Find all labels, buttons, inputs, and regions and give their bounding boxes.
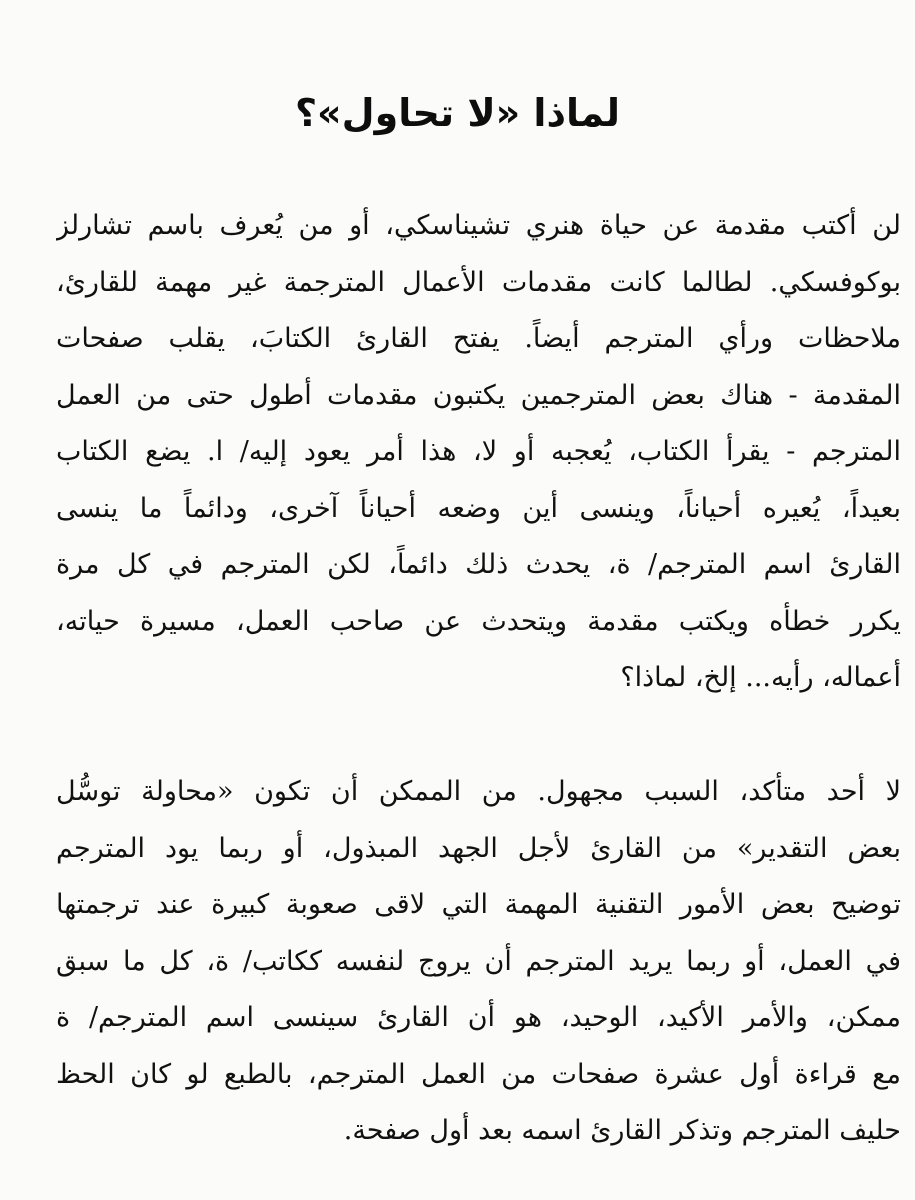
text-line: المقدمة - هناك بعض المترجمين يكتبون مقدمات أطول حتى من العمل (56, 379, 901, 411)
text-line: لن أكتب مقدمة عن حياة هنري تشيناسكي، أو من يُعرف باسم تشارلز (56, 210, 901, 241)
text-line: ممكن، والأمر الأكيد، الوحيد، هو أن القارئ سينسى اسم المترجم/ ة (56, 1002, 901, 1033)
text-line: بعض التقدير» من القارئ لأجل الجهد المبذول، أو ربما يود المترجم (56, 832, 901, 864)
text-line: ملاحظات ورأي المترجم أيضاً. يفتح القارئ الكتابَ، يقلب صفحات (56, 323, 901, 354)
text-line: بوكوفسكي. لطالما كانت مقدمات الأعمال المترجمة غير مهمة للقارئ، (56, 266, 901, 298)
text-line: أعماله، رأيه... إلخ، لماذا؟ (620, 662, 901, 693)
text-line: مع قراءة أول عشرة صفحات من العمل المترجم، بالطبع لو كان الحظ (56, 1058, 901, 1090)
chapter-title: لماذا «لا تحاول»؟ (295, 91, 620, 135)
text-line: بعيداً، يُعيره أحياناً، وينسى أين وضعه أحياناً آخرى، ودائماً ما ينسى (56, 492, 901, 524)
text-line: لا أحد متأكد، السبب مجهول. من الممكن أن تكون «محاولة توسُّل (56, 776, 901, 807)
text-line: في العمل، أو ربما يريد المترجم أن يروج لنفسه ككاتب/ ة، كل ما سبق (56, 945, 901, 977)
text-line: يكرر خطأه ويكتب مقدمة ويتحدث عن صاحب العمل، مسيرة حياته، (56, 605, 901, 637)
paragraph-2 (56, 764, 901, 1160)
paragraph-1 (56, 198, 901, 707)
text-line: توضيح بعض الأمور التقنية المهمة التي لاقى صعوبة كبيرة عند ترجمتها (56, 889, 901, 920)
text-line: المترجم - يقرأ الكتاب، يُعجبه أو لا، هذا أمر يعود إليه/ ا. يضع الكتاب (56, 436, 901, 467)
text-line: حليف المترجم وتذكر القارئ اسمه بعد أول صفحة. (343, 1115, 901, 1146)
text-line: القارئ اسم المترجم/ ة، يحدث ذلك دائماً، لكن المترجم في كل مرة (56, 549, 901, 580)
